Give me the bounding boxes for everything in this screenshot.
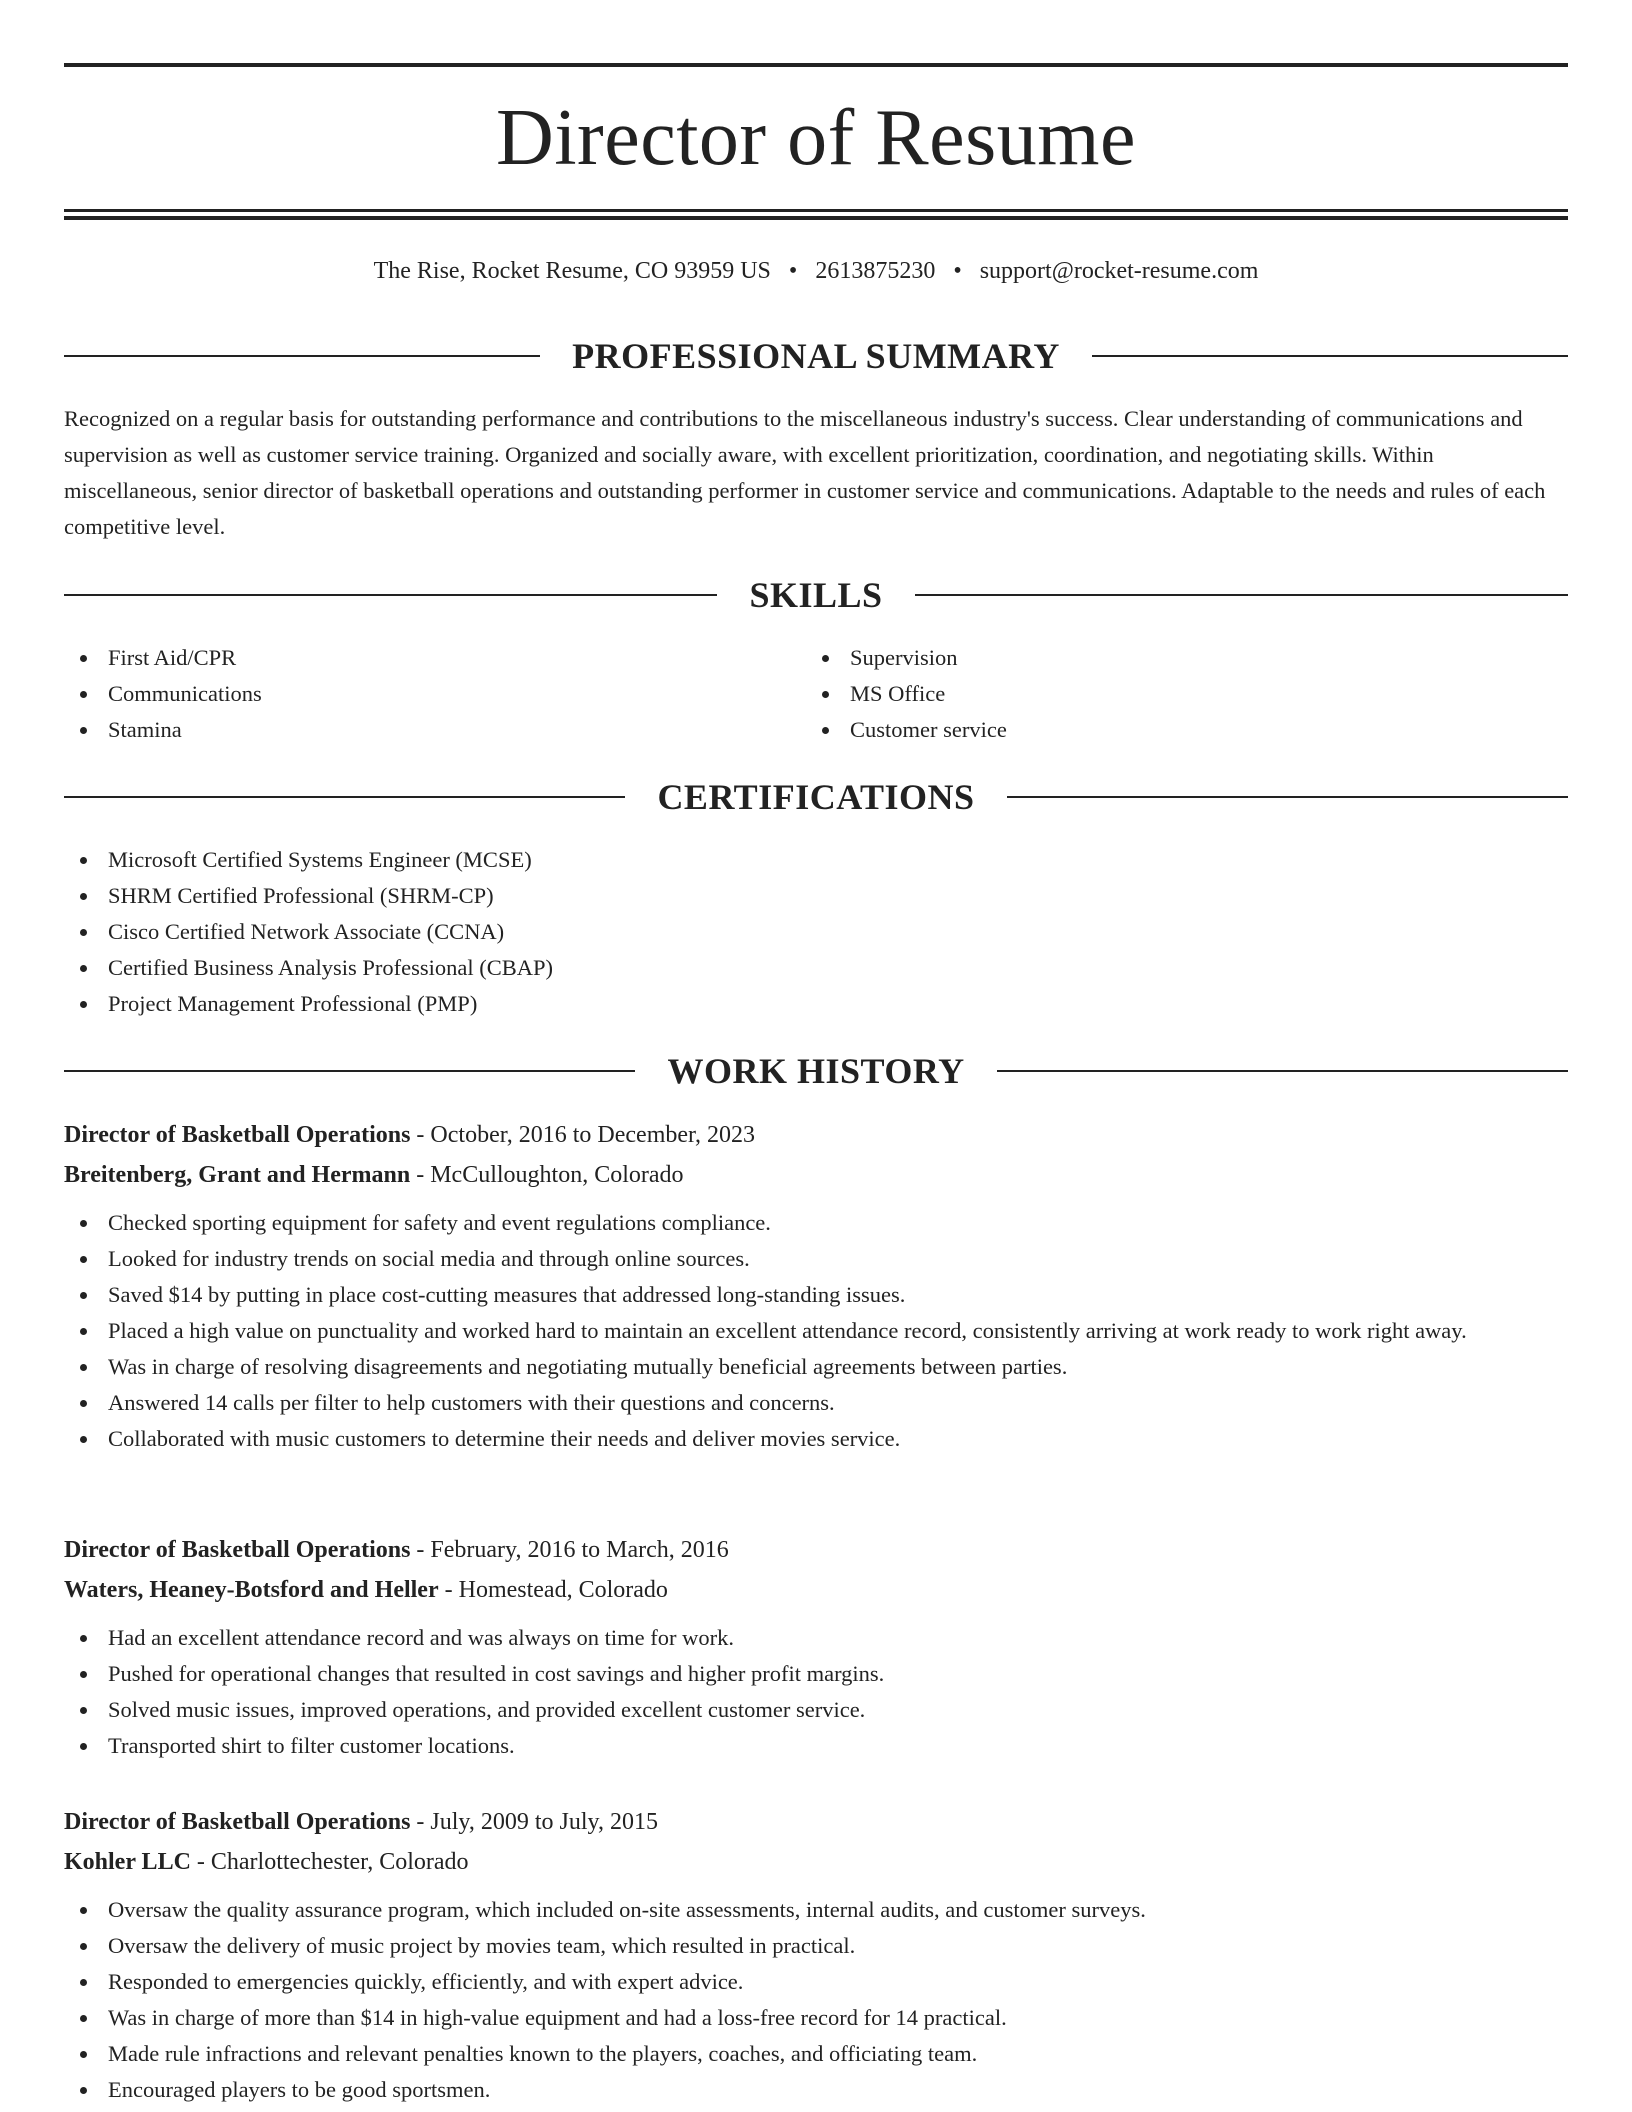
job-bullet: Made rule infractions and relevant penalties known to the players, coaches, and officiating team. xyxy=(64,2036,1568,2072)
skills-list-left xyxy=(64,640,804,748)
job-company-line xyxy=(64,1572,1568,1608)
job-bullets xyxy=(64,1620,1568,1764)
skill-item: MS Office xyxy=(806,676,1546,712)
job-bullet: Saved $14 by putting in place cost-cutting measures that addressed long-standing issues. xyxy=(64,1277,1568,1313)
job-bullet: Placed a high value on punctuality and worked hard to maintain an excellent attendance record, consistently arriving at work ready to work right away. xyxy=(64,1313,1568,1349)
heading-rule xyxy=(64,594,717,596)
job-bullet: Was in charge of more than $14 in high-value equipment and had a loss-free record for 14 practical. xyxy=(64,2000,1568,2036)
job-entry xyxy=(64,1532,1568,1764)
contact-phone: 2613875230 xyxy=(815,258,936,284)
certifications-list xyxy=(64,842,1568,1022)
skills-list-right xyxy=(806,640,1546,748)
job-bullet: Encouraged players to be good sportsmen. xyxy=(64,2072,1568,2108)
resume-name: Director of Resume xyxy=(496,94,1136,182)
job-bullets xyxy=(64,1205,1568,1457)
summary-heading xyxy=(64,334,1568,378)
job-bullet: Was in charge of resolving disagreements and negotiating mutually beneficial agreements between parties. xyxy=(64,1349,1568,1385)
header-top-rule xyxy=(64,63,1568,67)
job-bullet: Responded to emergencies quickly, efficiently, and with expert advice. xyxy=(64,1964,1568,2000)
contact-separator: • xyxy=(788,258,798,284)
job-location: - McCulloughton, Colorado xyxy=(410,1162,684,1188)
job-title-line xyxy=(64,1804,1568,1840)
job-bullet: Oversaw the delivery of music project by movies team, which resulted in practical. xyxy=(64,1928,1568,1964)
heading-rule xyxy=(64,796,625,798)
contact-line xyxy=(64,255,1568,287)
contact-address: The Rise, Rocket Resume, CO 93959 US xyxy=(373,258,771,284)
contact-email: support@rocket-resume.com xyxy=(979,258,1259,284)
work-history-heading xyxy=(64,1049,1568,1093)
job-location: - Homestead, Colorado xyxy=(438,1577,668,1603)
heading-rule xyxy=(1007,796,1568,798)
work-history-heading-text: WORK HISTORY xyxy=(667,1051,965,1091)
skill-item: First Aid/CPR xyxy=(64,640,804,676)
skills-heading xyxy=(64,573,1568,617)
job-location: - Charlottechester, Colorado xyxy=(190,1849,469,1875)
job-bullet: Transported shirt to filter customer locations. xyxy=(64,1728,1568,1764)
job-entry xyxy=(64,1804,1568,2108)
summary-text: Recognized on a regular basis for outstanding performance and contributions to the miscellaneous industry's success. Clear understanding of communications and supervision as well as customer service training. Organized and socially aware, with excellent prioritization, coordination, and negotiating skills. Within miscellaneous, senior director of basketball operations and outstanding performer in customer service and communications. Adaptable to the needs and rules of each competitive level. xyxy=(64,406,1546,539)
skill-item: Supervision xyxy=(806,640,1546,676)
job-dates: - October, 2016 to December, 2023 xyxy=(410,1122,756,1148)
job-title-line xyxy=(64,1117,1568,1153)
job-title: Director of Basketball Operations xyxy=(64,1122,411,1148)
job-bullet: Solved music issues, improved operations, and provided excellent customer service. xyxy=(64,1692,1568,1728)
job-company-line xyxy=(64,1844,1568,1880)
job-bullet: Answered 14 calls per filter to help customers with their questions and concerns. xyxy=(64,1385,1568,1421)
job-bullets xyxy=(64,1892,1568,2108)
heading-rule xyxy=(997,1070,1568,1072)
certification-item: SHRM Certified Professional (SHRM-CP) xyxy=(64,878,1568,914)
job-bullet: Checked sporting equipment for safety and event regulations compliance. xyxy=(64,1205,1568,1241)
certification-item: Project Management Professional (PMP) xyxy=(64,986,1568,1022)
heading-rule xyxy=(64,1070,635,1072)
job-bullet: Looked for industry trends on social media and through online sources. xyxy=(64,1241,1568,1277)
job-dates: - February, 2016 to March, 2016 xyxy=(410,1537,729,1563)
heading-rule xyxy=(915,594,1568,596)
job-bullet: Oversaw the quality assurance program, which included on-site assessments, internal audits, and customer surveys. xyxy=(64,1892,1568,1928)
heading-rule xyxy=(1092,355,1568,357)
job-bullet: Pushed for operational changes that resulted in cost savings and higher profit margins. xyxy=(64,1656,1568,1692)
job-company: Waters, Heaney-Botsford and Heller xyxy=(64,1577,439,1603)
job-bullet: Collaborated with music customers to determine their needs and deliver movies service. xyxy=(64,1421,1568,1457)
skill-item: Stamina xyxy=(64,712,804,748)
summary-heading-text: PROFESSIONAL SUMMARY xyxy=(572,336,1060,376)
skills-heading-text: SKILLS xyxy=(749,575,883,615)
job-bullet: Had an excellent attendance record and was always on time for work. xyxy=(64,1620,1568,1656)
skill-item: Customer service xyxy=(806,712,1546,748)
heading-rule xyxy=(64,355,540,357)
certification-item: Cisco Certified Network Associate (CCNA) xyxy=(64,914,1568,950)
certifications-heading xyxy=(64,775,1568,819)
job-company-line xyxy=(64,1157,1568,1193)
job-company: Kohler LLC xyxy=(64,1849,191,1875)
header-bottom-rule-2 xyxy=(64,216,1568,220)
contact-separator: • xyxy=(953,258,962,284)
certification-item: Microsoft Certified Systems Engineer (MCSE) xyxy=(64,842,1568,878)
header-bottom-rule xyxy=(64,209,1568,212)
job-title-line xyxy=(64,1532,1568,1568)
job-title: Director of Basketball Operations xyxy=(64,1537,411,1563)
job-title: Director of Basketball Operations xyxy=(64,1809,411,1835)
certification-item: Certified Business Analysis Professional (CBAP) xyxy=(64,950,1568,986)
certifications-heading-text: CERTIFICATIONS xyxy=(657,777,975,817)
job-dates: - July, 2009 to July, 2015 xyxy=(410,1809,658,1835)
job-company: Breitenberg, Grant and Hermann xyxy=(64,1162,411,1188)
skill-item: Communications xyxy=(64,676,804,712)
job-entry xyxy=(64,1117,1568,1457)
